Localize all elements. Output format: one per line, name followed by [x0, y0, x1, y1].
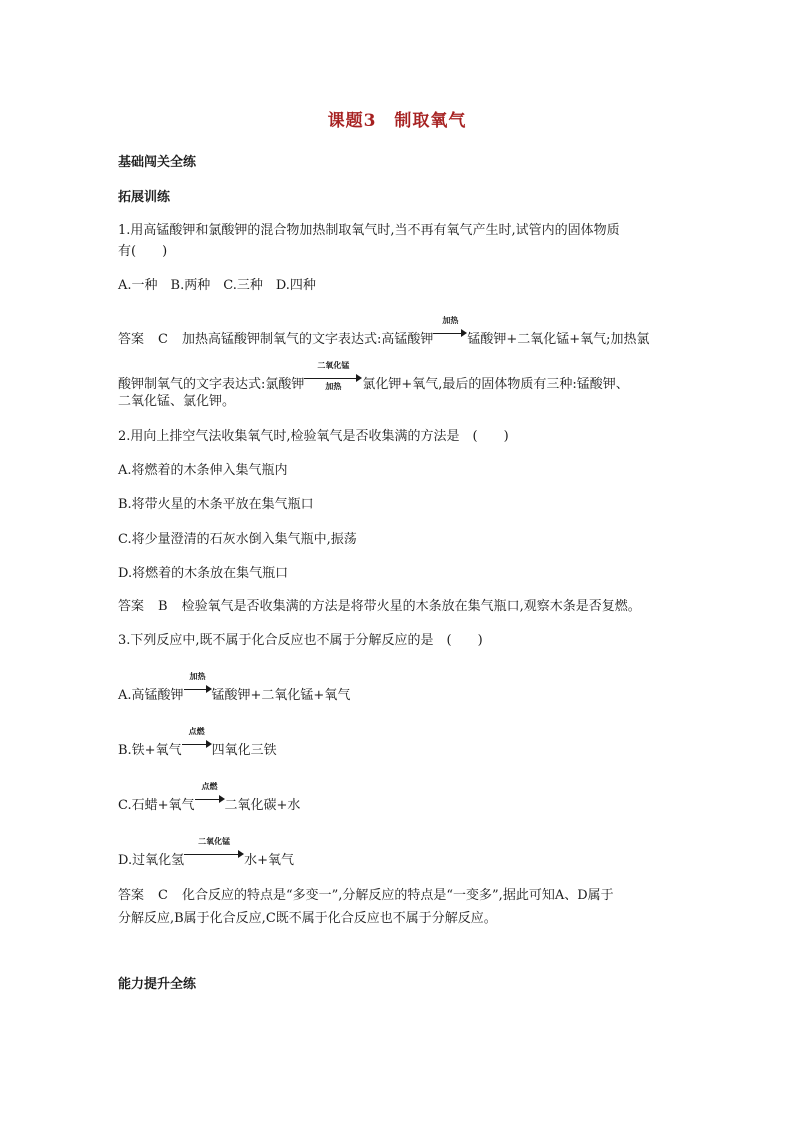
section-heading-basic: 基础闯关全练 [118, 155, 197, 170]
q2-stem: 2.用向上排空气法收集氧气时,检验氧气是否收集满的方法是 ( ) [118, 429, 509, 444]
q1-explanation-part4: 氯化钾+氧气,最后的固体物质有三种:锰酸钾、 [362, 377, 629, 392]
q3-option-b [118, 726, 277, 760]
arrow-head-icon [206, 740, 212, 748]
q1-explanation-part2: 锰酸钾+二氧化锰+氧气;加热氯 [467, 332, 650, 347]
q1-answer-label: 答案 [118, 332, 145, 347]
arrow-head-icon [219, 795, 225, 803]
page-title: 课题3 制取氧气 [327, 111, 467, 131]
q3-stem: 3.下列反应中,既不属于化合反应也不属于分解反应的是 ( ) [118, 633, 483, 648]
q3-option-d [118, 836, 294, 870]
q3-option-a [118, 671, 351, 705]
q1-answer-letter: C [158, 332, 168, 347]
q3-answer-label: 答案 [118, 888, 145, 903]
q1-stem-line1: 1.用高锰酸钾和氯酸钾的混合物加热制取氧气时,当不再有氧气产生时,试管内的固体物质 [118, 223, 620, 238]
q2-option-a: A.将燃着的木条伸入集气瓶内 [118, 463, 288, 478]
q2-option-b: B.将带火星的木条平放在集气瓶口 [118, 497, 314, 512]
q3-option-d-reactant: D.过氧化氢 [118, 853, 185, 868]
q3-option-a-reactant: A.高锰酸钾 [118, 688, 184, 703]
arrow-condition-ignite: 点燃 [201, 781, 218, 791]
arrow-head-icon [206, 685, 212, 693]
arrow-condition-heat: 加热 [189, 671, 206, 681]
q2-answer-label: 答案 [118, 599, 145, 614]
q1-options: A.一种 B.两种 C.三种 D.四种 [118, 278, 316, 293]
arrow-condition-catalyst: 二氧化锰 [317, 360, 350, 370]
arrow-head-icon [356, 374, 362, 382]
q3-option-c [118, 781, 301, 815]
q1-answer-line1 [118, 315, 650, 349]
q1-answer-line2 [118, 360, 629, 394]
q3-option-d-arrow [184, 836, 244, 870]
q3-option-b-reactant: B.铁+氧气 [118, 743, 182, 758]
arrow-head-icon [461, 329, 467, 337]
arrow-condition-catalyst: 二氧化锰 [198, 836, 231, 846]
q3-option-d-product: 水+氧气 [244, 853, 294, 868]
q1-explanation-part3: 酸钾制氧气的文字表达式:氯酸钾 [118, 377, 305, 392]
q3-answer-letter: C [158, 888, 168, 903]
arrow-head-icon [238, 850, 244, 858]
q3-option-c-reactant: C.石蜡+氧气 [118, 798, 195, 813]
q3-option-b-product: 四氧化三铁 [211, 743, 277, 758]
section-heading-ability: 能力提升全练 [118, 977, 197, 992]
q3-option-c-product: 二氧化碳+水 [224, 798, 301, 813]
q3-option-a-product: 锰酸钾+二氧化锰+氧气 [211, 688, 351, 703]
arrow-condition-heat: 加热 [442, 315, 459, 325]
q2-explanation: 检验氧气是否收集满的方法是将带火星的木条放在集气瓶口,观察木条是否复燃。 [181, 599, 641, 614]
q1-reaction-arrow-2 [304, 360, 362, 394]
section-heading-expand: 拓展训练 [118, 190, 171, 205]
q1-explanation-part1: 加热高锰酸钾制氧气的文字表达式:高锰酸钾 [181, 332, 434, 347]
q3-explanation-part1: 化合反应的特点是“多变一”,分解反应的特点是“一变多”,据此可知A、D属于 [181, 888, 614, 903]
q3-option-b-arrow [182, 726, 212, 760]
q2-answer [118, 598, 641, 616]
q1-explanation-part5: 二氧化锰、氯化钾。 [118, 394, 236, 409]
q2-option-d: D.将燃着的木条放在集气瓶口 [118, 566, 289, 581]
arrow-condition-heat: 加热 [325, 381, 342, 391]
q1-reaction-arrow-1 [433, 315, 467, 349]
q3-answer-line1 [118, 887, 614, 905]
q2-answer-letter: B [158, 599, 168, 614]
q3-option-c-arrow [195, 781, 225, 815]
q3-explanation-part2: 分解反应,B属于化合反应,C既不属于化合反应也不属于分解反应。 [118, 911, 497, 926]
q2-option-c: C.将少量澄清的石灰水倒入集气瓶中,振荡 [118, 532, 357, 547]
q1-stem-line2: 有( ) [118, 244, 168, 259]
q3-option-a-arrow [184, 671, 212, 705]
arrow-condition-ignite: 点燃 [188, 726, 205, 736]
